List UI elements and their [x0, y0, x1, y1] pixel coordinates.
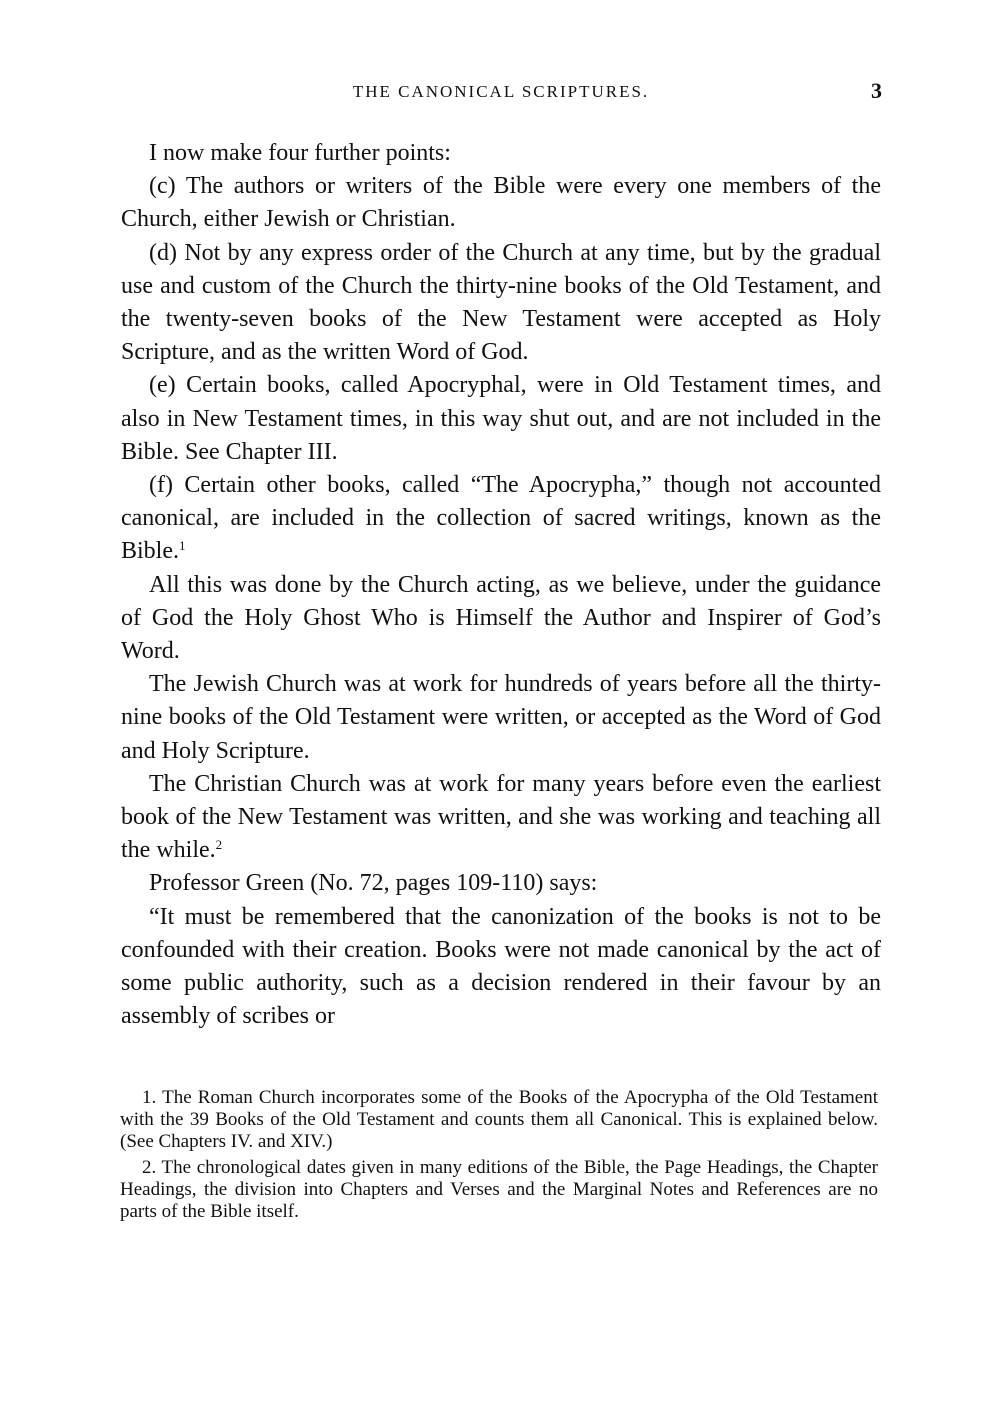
footnotes [120, 1087, 878, 1227]
paragraph-point-f [121, 469, 881, 569]
body-text [121, 137, 881, 1033]
running-head [120, 78, 882, 108]
footnote-ref-2: 2 [215, 837, 223, 853]
paragraph-point-d: (d) Not by any express order of the Church at any time, but by the gradual use and custom of the Church the thirty-nine books of the Old Testament, and the twenty-seven books of the New Testament were accepted as Holy Scripture, and as the written Word of God. [121, 239, 881, 366]
paragraph-intro: I now make four further points: [149, 140, 451, 166]
paragraph-church-acting: All this was done by the Church acting, as we believe, under the guidance of God the Holy Ghost Who is Himself the Author and Inspirer of God’s Word. [121, 571, 881, 665]
paragraph-christian-church-text: The Christian Church was at work for many years before even the earliest book of the New Testament was written, and she was working and teaching all the while. [121, 770, 881, 864]
paragraph-jewish-church: The Jewish Church was at work for hundreds of years before all the thirty-nine books of the Old Testament were written, or accepted as the Word of God and Holy Scripture. [121, 671, 881, 764]
paragraph-professor-green: Professor Green (No. 72, pages 109-110) says: [149, 870, 598, 897]
paragraph-point-c: (c) The authors or writers of the Bible were every one members of the Church, either Jewish or Christian. [121, 173, 881, 233]
footnote-ref-1: 1 [179, 538, 186, 554]
footnote-2: 2. The chronological dates given in many editions of the Bible, the Page Headings, the Chapter Headings, the division into Chapters and Verses and the Marginal Notes and References are no parts of the Bible itself. [120, 1157, 878, 1222]
footnote-1: 1. The Roman Church incorporates some of the Books of the Apocrypha of the Old Testament with the 39 Books of the Old Testament and counts them all Canonical. This is explained below. (See Chapters IV. and XIV.) [120, 1087, 878, 1152]
page-number: 3 [871, 78, 882, 103]
paragraph-christian-church [121, 768, 881, 868]
paragraph-quotation: “It must be remembered that the canonization of the books is not to be confounded with their creation. Books were not made canonical by the act of some public authority, such as a decision rendered in their favour by an assembly of scribes or [121, 903, 881, 1030]
paragraph-point-f-text: (f) Certain other books, called “The Apocrypha,” though not accounted canonical, are included in the collection of sacred writings, known as the Bible. [121, 472, 881, 565]
running-title: THE CANONICAL SCRIPTURES. [352, 82, 650, 101]
paragraph-point-e: (e) Certain books, called Apocryphal, were in Old Testament times, and also in New Testament times, in this way shut out, and are not included in the Bible. See Chapter III. [121, 372, 881, 465]
